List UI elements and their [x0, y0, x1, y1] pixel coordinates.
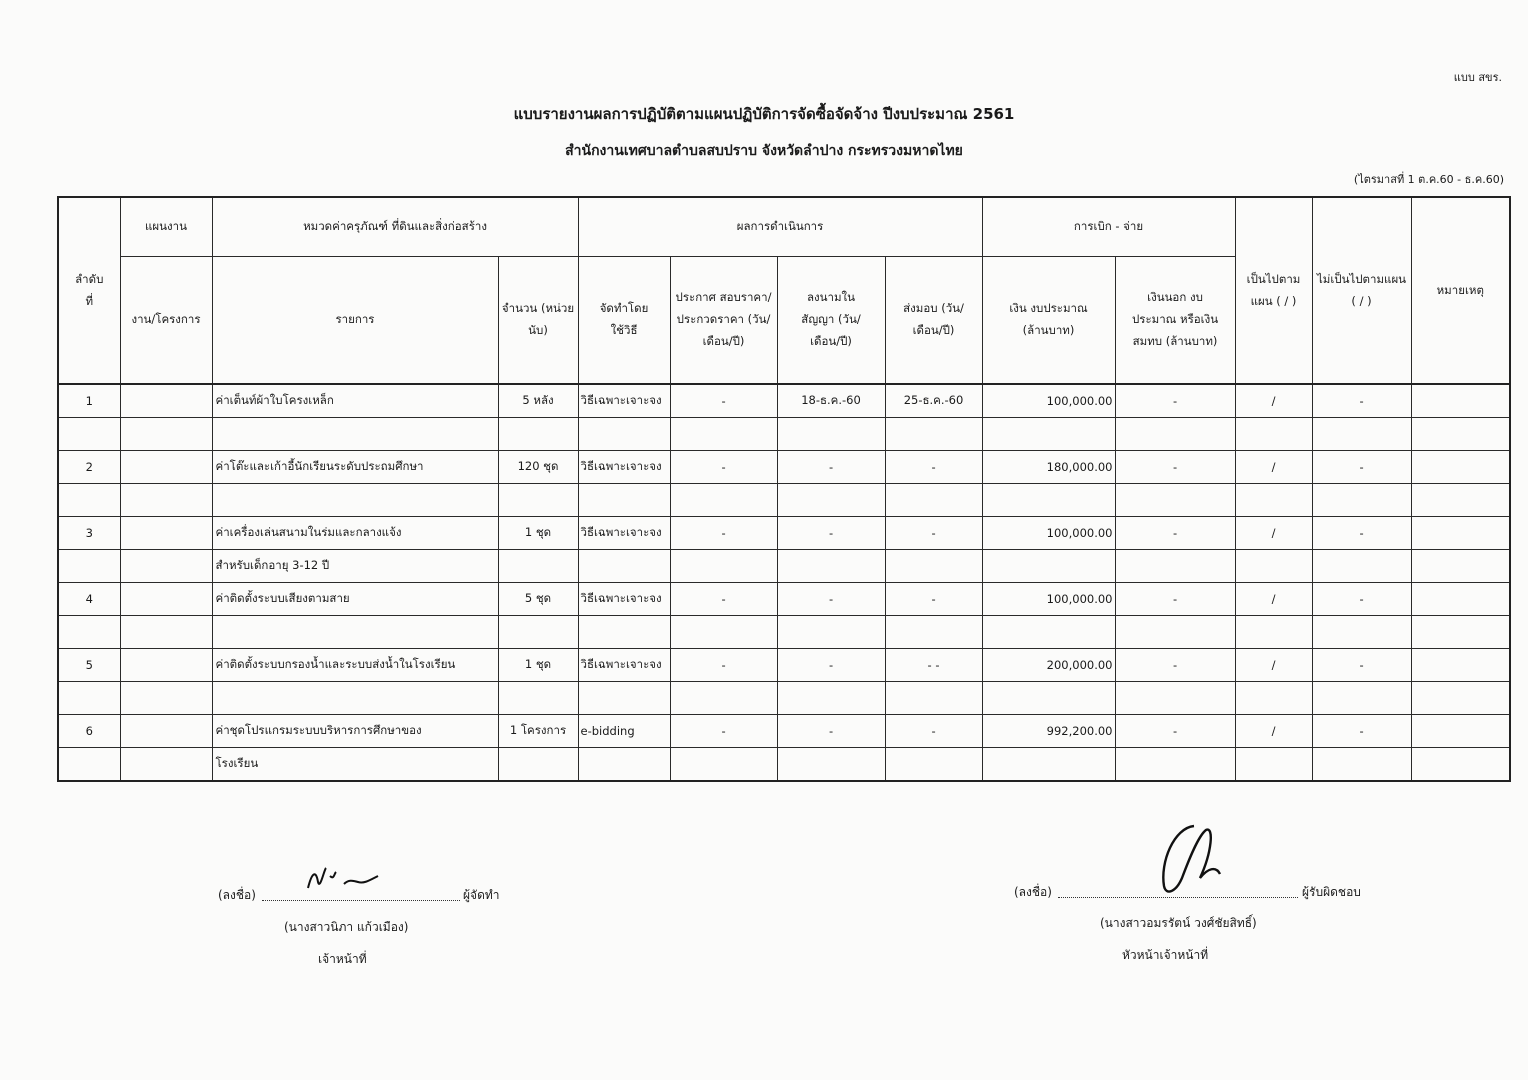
row-item: ค่าเต็นท์ผ้าใบโครงเหล็ก [212, 384, 498, 418]
row-blank-cell [498, 418, 578, 451]
row-blank-cell [777, 484, 885, 517]
row-blank-cell [1115, 550, 1235, 583]
procurement-report-table [57, 196, 1511, 782]
right-sign-label: (ลงชื่อ) [1014, 885, 1052, 899]
left-signature-line [262, 900, 460, 901]
row-blank-cell [1312, 484, 1411, 517]
header-plan: แผนงาน [120, 197, 212, 257]
row-blank-cell [578, 748, 670, 782]
header-announce-date: ประกาศ สอบราคา/ ประกวดราคา (วัน/เดือน/ปี) [670, 257, 777, 385]
row-on-plan: / [1235, 715, 1312, 748]
row-blank-cell [885, 748, 982, 782]
report-subtitle: สำนักงานเทศบาลตำบลสบปราบ จังหวัดลำปาง กระทรวงมหาดไทย [565, 143, 963, 159]
row-remark [1411, 649, 1510, 682]
row-contract-date: - [777, 715, 885, 748]
header-disbursement: การเบิก - จ่าย [982, 197, 1235, 257]
row-blank-cell [1235, 616, 1312, 649]
row-off-budget: - [1115, 451, 1235, 484]
row-blank-cell [1411, 682, 1510, 715]
row-quantity: 5 ชุด [498, 583, 578, 616]
table-row [58, 451, 1510, 484]
row-no: 3 [58, 517, 120, 550]
header-operation-result: ผลการดำเนินการ [578, 197, 982, 257]
row-blank-cell [777, 682, 885, 715]
row-remark [1411, 583, 1510, 616]
row-method: วิธีเฉพาะเจาะจง [578, 649, 670, 682]
row-blank-cell [1235, 748, 1312, 782]
table-row-continuation [58, 418, 1510, 451]
row-announce-date: - [670, 517, 777, 550]
header-project: งาน/โครงการ [120, 257, 212, 385]
row-off-plan: - [1312, 715, 1411, 748]
row-announce-date: - [670, 451, 777, 484]
header-quantity: จำนวน (หน่วยนับ) [498, 257, 578, 385]
row-contract-date: - [777, 517, 885, 550]
row-blank-cell [1312, 550, 1411, 583]
row-blank-cell [1411, 616, 1510, 649]
row-blank-cell [670, 748, 777, 782]
row-on-plan: / [1235, 451, 1312, 484]
table-row-continuation [58, 484, 1510, 517]
row-blank-cell [1235, 682, 1312, 715]
row-blank-cell [670, 682, 777, 715]
row-method: วิธีเฉพาะเจาะจง [578, 583, 670, 616]
row-blank-cell [578, 550, 670, 583]
right-sign-role: ผู้รับผิดชอบ [1302, 885, 1361, 899]
row-blank-cell [58, 484, 120, 517]
row-item: ค่าติดตั้งระบบกรองน้ำและระบบส่งน้ำในโรงเรียน [212, 649, 498, 682]
row-off-plan: - [1312, 384, 1411, 418]
row-method: วิธีเฉพาะเจาะจง [578, 517, 670, 550]
row-blank-cell [498, 682, 578, 715]
row-off-plan: - [1312, 451, 1411, 484]
row-blank-cell [777, 550, 885, 583]
row-budget: 100,000.00 [982, 384, 1115, 418]
left-sign-label: (ลงชื่อ) [218, 888, 256, 902]
row-blank-cell [777, 418, 885, 451]
row-contract-date: 18-ธ.ค.-60 [777, 384, 885, 418]
row-announce-date: - [670, 384, 777, 418]
row-blank-cell [777, 748, 885, 782]
header-remark: หมายเหตุ [1411, 197, 1510, 384]
form-code: แบบ สขร. [1453, 71, 1502, 84]
row-delivery-date: - [885, 583, 982, 616]
table-row [58, 384, 1510, 418]
row-off-plan: - [1312, 583, 1411, 616]
left-signature-scribble [304, 862, 384, 896]
row-blank-cell [1115, 418, 1235, 451]
row-project [120, 384, 212, 418]
row-contract-date: - [777, 451, 885, 484]
row-remark [1411, 715, 1510, 748]
row-blank-cell [885, 484, 982, 517]
row-blank-cell [670, 418, 777, 451]
row-item-continued [212, 418, 498, 451]
left-sign-position: เจ้าหน้าที่ [318, 952, 367, 966]
table-row-continuation [58, 616, 1510, 649]
row-blank-cell [58, 616, 120, 649]
row-blank-cell [670, 550, 777, 583]
header-on-plan: เป็นไปตามแผน ( / ) [1235, 197, 1312, 384]
row-blank-cell [1235, 550, 1312, 583]
left-sign-name: (นางสาวนิภา แก้วเมือง) [284, 920, 409, 934]
row-blank-cell [58, 748, 120, 782]
table-row-continuation [58, 550, 1510, 583]
row-blank-cell [578, 484, 670, 517]
row-item-continued [212, 484, 498, 517]
row-no: 4 [58, 583, 120, 616]
row-blank-cell [120, 748, 212, 782]
row-blank-cell [58, 418, 120, 451]
row-announce-date: - [670, 583, 777, 616]
row-off-plan: - [1312, 649, 1411, 682]
row-blank-cell [1235, 484, 1312, 517]
report-title: แบบรายงานผลการปฏิบัติตามแผนปฏิบัติการจัดซื้อจัดจ้าง ปีงบประมาณ 2561 [513, 105, 1015, 123]
row-blank-cell [1115, 748, 1235, 782]
row-blank-cell [1411, 484, 1510, 517]
row-budget: 992,200.00 [982, 715, 1115, 748]
header-method: จัดทำโดยใช้วิธี [578, 257, 670, 385]
row-budget: 180,000.00 [982, 451, 1115, 484]
row-blank-cell [120, 616, 212, 649]
row-no: 1 [58, 384, 120, 418]
row-blank-cell [1411, 748, 1510, 782]
header-budget: เงิน งบประมาณ (ล้านบาท) [982, 257, 1115, 385]
row-blank-cell [1235, 418, 1312, 451]
row-blank-cell [777, 616, 885, 649]
row-blank-cell [1312, 748, 1411, 782]
row-blank-cell [498, 550, 578, 583]
row-off-plan: - [1312, 517, 1411, 550]
row-blank-cell [1312, 616, 1411, 649]
row-on-plan: / [1235, 649, 1312, 682]
row-project [120, 451, 212, 484]
header-off-budget: เงินนอก งบประมาณ หรือเงินสมทบ (ล้านบาท) [1115, 257, 1235, 385]
right-sign-name: (นางสาวอมรรัตน์ วงศ์ชัยสิทธิ์) [1100, 916, 1257, 930]
row-blank-cell [1411, 418, 1510, 451]
row-method: e-bidding [578, 715, 670, 748]
row-item-continued [212, 616, 498, 649]
row-item-continued: สำหรับเด็กอายุ 3-12 ปี [212, 550, 498, 583]
table-row-continuation [58, 748, 1510, 782]
row-delivery-date: - [885, 517, 982, 550]
row-item: ค่าเครื่องเล่นสนามในร่มและกลางแจ้ง [212, 517, 498, 550]
row-blank-cell [578, 682, 670, 715]
row-method: วิธีเฉพาะเจาะจง [578, 384, 670, 418]
row-off-budget: - [1115, 517, 1235, 550]
row-project [120, 715, 212, 748]
row-quantity: 1 โครงการ [498, 715, 578, 748]
row-blank-cell [885, 550, 982, 583]
row-blank-cell [982, 748, 1115, 782]
row-no: 2 [58, 451, 120, 484]
row-budget: 100,000.00 [982, 583, 1115, 616]
row-delivery-date: 25-ธ.ค.-60 [885, 384, 982, 418]
row-quantity: 1 ชุด [498, 649, 578, 682]
row-blank-cell [885, 418, 982, 451]
row-item-continued [212, 682, 498, 715]
row-blank-cell [982, 682, 1115, 715]
row-blank-cell [670, 616, 777, 649]
row-blank-cell [982, 550, 1115, 583]
row-project [120, 649, 212, 682]
row-remark [1411, 451, 1510, 484]
row-contract-date: - [777, 583, 885, 616]
table-row-continuation [58, 682, 1510, 715]
row-blank-cell [1411, 550, 1510, 583]
row-budget: 200,000.00 [982, 649, 1115, 682]
table-row [58, 517, 1510, 550]
row-blank-cell [120, 682, 212, 715]
row-announce-date: - [670, 715, 777, 748]
header-no: ลำดับที่ [58, 197, 120, 384]
table-row [58, 649, 1510, 682]
row-blank-cell [120, 484, 212, 517]
row-off-budget: - [1115, 649, 1235, 682]
row-blank-cell [1115, 616, 1235, 649]
row-blank-cell [120, 418, 212, 451]
right-sign-position: หัวหน้าเจ้าหน้าที่ [1122, 948, 1209, 962]
row-project [120, 583, 212, 616]
row-remark [1411, 384, 1510, 418]
row-method: วิธีเฉพาะเจาะจง [578, 451, 670, 484]
row-blank-cell [1115, 484, 1235, 517]
row-announce-date: - [670, 649, 777, 682]
row-blank-cell [670, 484, 777, 517]
row-blank-cell [58, 550, 120, 583]
row-off-budget: - [1115, 715, 1235, 748]
table-row [58, 583, 1510, 616]
row-off-budget: - [1115, 583, 1235, 616]
table-row [58, 715, 1510, 748]
row-budget: 100,000.00 [982, 517, 1115, 550]
row-item: ค่าชุดโปรแกรมระบบบริหารการศึกษาของ [212, 715, 498, 748]
row-blank-cell [885, 682, 982, 715]
row-blank-cell [498, 748, 578, 782]
row-contract-date: - [777, 649, 885, 682]
row-blank-cell [982, 616, 1115, 649]
row-delivery-date: - - [885, 649, 982, 682]
row-off-budget: - [1115, 384, 1235, 418]
row-blank-cell [58, 682, 120, 715]
row-delivery-date: - [885, 451, 982, 484]
row-blank-cell [498, 616, 578, 649]
row-blank-cell [120, 550, 212, 583]
row-blank-cell [498, 484, 578, 517]
row-no: 5 [58, 649, 120, 682]
row-on-plan: / [1235, 517, 1312, 550]
header-delivery-date: ส่งมอบ (วัน/เดือน/ปี) [885, 257, 982, 385]
header-off-plan: ไม่เป็นไปตามแผน ( / ) [1312, 197, 1411, 384]
row-blank-cell [1115, 682, 1235, 715]
row-quantity: 5 หลัง [498, 384, 578, 418]
header-contract-date: ลงนามใน สัญญา (วัน/เดือน/ปี) [777, 257, 885, 385]
row-blank-cell [1312, 418, 1411, 451]
right-signature-scribble [1154, 822, 1230, 898]
row-quantity: 1 ชุด [498, 517, 578, 550]
header-category: หมวดค่าครุภัณฑ์ ที่ดินและสิ่งก่อสร้าง [212, 197, 578, 257]
row-quantity: 120 ชุด [498, 451, 578, 484]
quarter-label: (ไตรมาสที่ 1 ต.ค.60 - ธ.ค.60) [1353, 173, 1504, 186]
row-blank-cell [578, 418, 670, 451]
row-no: 6 [58, 715, 120, 748]
row-item: ค่าโต๊ะและเก้าอี้นักเรียนระดับประถมศึกษา [212, 451, 498, 484]
header-item: รายการ [212, 257, 498, 385]
row-blank-cell [578, 616, 670, 649]
row-delivery-date: - [885, 715, 982, 748]
row-blank-cell [1312, 682, 1411, 715]
left-sign-role: ผู้จัดทำ [463, 888, 500, 902]
row-remark [1411, 517, 1510, 550]
row-on-plan: / [1235, 384, 1312, 418]
row-blank-cell [982, 484, 1115, 517]
row-project [120, 517, 212, 550]
row-item: ค่าติดตั้งระบบเสียงตามสาย [212, 583, 498, 616]
row-on-plan: / [1235, 583, 1312, 616]
row-blank-cell [885, 616, 982, 649]
row-item-continued: โรงเรียน [212, 748, 498, 782]
row-blank-cell [982, 418, 1115, 451]
